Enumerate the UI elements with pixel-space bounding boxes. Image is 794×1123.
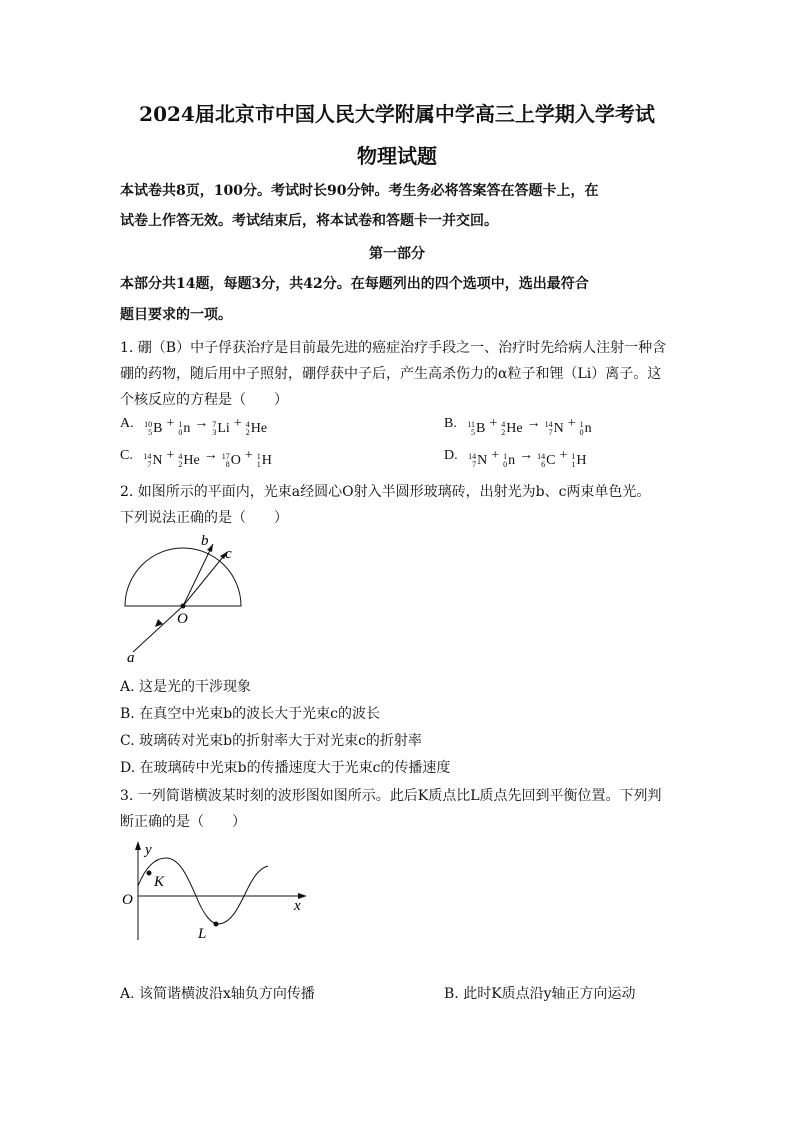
mass-number: 1 bbox=[571, 452, 576, 461]
element-symbol: O bbox=[230, 453, 241, 468]
element-symbol: N bbox=[477, 453, 488, 468]
mass-number: 14 bbox=[468, 452, 477, 461]
element-symbol: n bbox=[508, 453, 516, 468]
atomic-number: 7 bbox=[548, 428, 553, 437]
q3-line-2: 断正确的是（ ） bbox=[120, 814, 246, 830]
nuclide bbox=[144, 421, 162, 437]
element-symbol: He bbox=[506, 421, 523, 436]
center-point bbox=[181, 604, 186, 609]
nuclide bbox=[571, 453, 586, 469]
element-symbol: H bbox=[576, 453, 587, 468]
equation-operator: + bbox=[559, 448, 568, 463]
q1-option-c[interactable] bbox=[120, 448, 273, 469]
atomic-number: 5 bbox=[148, 428, 153, 437]
nuclide bbox=[468, 453, 487, 469]
label-o: O bbox=[122, 892, 133, 908]
nuclide bbox=[580, 421, 592, 437]
option-label: A. bbox=[120, 416, 138, 431]
nuclide bbox=[178, 453, 199, 469]
option-label: C. bbox=[120, 448, 137, 463]
label-o: O bbox=[177, 611, 188, 627]
label-k: K bbox=[154, 874, 165, 890]
atomic-number: 8 bbox=[225, 460, 230, 469]
mass-number: 11 bbox=[467, 420, 476, 429]
element-symbol: H bbox=[261, 453, 272, 468]
equation-operator: + bbox=[489, 416, 498, 431]
nuclide bbox=[257, 453, 272, 469]
label-l: L bbox=[198, 926, 207, 942]
mass-number: 1 bbox=[503, 452, 508, 461]
mass-number: 7 bbox=[212, 420, 217, 429]
atomic-number: 2 bbox=[178, 460, 183, 469]
equation-operator: + bbox=[166, 416, 175, 431]
equation-operator: → bbox=[203, 448, 218, 463]
q1-option-d[interactable] bbox=[444, 448, 588, 469]
mass-number: 14 bbox=[537, 452, 546, 461]
q1-option-b[interactable] bbox=[444, 416, 593, 437]
q1-line-2: 硼的药物，随后用中子照射，硼俘获中子后，产生高杀伤力的α粒子和锂（Li）离子。这 bbox=[120, 366, 662, 382]
atomic-number: 2 bbox=[245, 428, 250, 437]
ray-a bbox=[133, 606, 183, 652]
atomic-number: 0 bbox=[178, 428, 183, 437]
mass-number: 10 bbox=[144, 420, 153, 429]
atomic-number: 5 bbox=[471, 428, 476, 437]
y-axis-arrow bbox=[135, 841, 141, 850]
mass-number: 14 bbox=[143, 452, 152, 461]
atomic-number: 7 bbox=[147, 460, 152, 469]
q2-option-b[interactable]: B. 在真空中光束b的波长大于光束c的波长 bbox=[120, 706, 380, 722]
intro-line-1: 本试卷共8页，100分。考试时长90分钟。考生务必将答案答在答题卡上，在 bbox=[120, 183, 599, 199]
element-symbol: B bbox=[476, 421, 486, 436]
element-symbol: n bbox=[584, 421, 592, 436]
nuclide bbox=[246, 421, 267, 437]
option-label: D. bbox=[444, 448, 462, 463]
label-c: c bbox=[225, 546, 232, 562]
point-l bbox=[214, 922, 219, 927]
q2-line-2: 下列说法正确的是（ ） bbox=[120, 510, 288, 526]
nuclide bbox=[222, 453, 241, 469]
q2-option-d[interactable]: D. 在玻璃砖中光束b的传播速度大于光束c的传播速度 bbox=[120, 760, 451, 776]
exam-subtitle: 物理试题 bbox=[357, 144, 437, 168]
equation-operator: → bbox=[519, 448, 534, 463]
nuclide bbox=[467, 421, 485, 437]
mass-number: 17 bbox=[221, 452, 230, 461]
label-y: y bbox=[145, 842, 152, 858]
nuclide bbox=[212, 421, 229, 437]
q3-line-1: 3. 一列简谐横波某时刻的波形图如图所示。此后K质点比L质点先回到平衡位置。下列判 bbox=[120, 788, 662, 804]
element-symbol: C bbox=[546, 453, 556, 468]
mass-number: 4 bbox=[178, 452, 183, 461]
mass-number: 1 bbox=[579, 420, 584, 429]
q2-option-a[interactable]: A. 这是光的干涉现象 bbox=[120, 679, 252, 695]
equation-operator: → bbox=[526, 416, 541, 431]
part-desc-1: 本部分共14题，每题3分，共42分。在每题列出的四个选项中，选出最符合 bbox=[120, 276, 589, 292]
part-desc-2: 题目要求的一项。 bbox=[120, 307, 232, 323]
equation-operator: + bbox=[567, 416, 576, 431]
atomic-number: 0 bbox=[503, 460, 508, 469]
nuclide bbox=[537, 453, 555, 469]
label-x: x bbox=[294, 898, 301, 914]
atomic-number: 7 bbox=[472, 460, 477, 469]
element-symbol: B bbox=[153, 421, 163, 436]
equation-operator: + bbox=[166, 448, 175, 463]
nuclide bbox=[501, 421, 522, 437]
nuclide bbox=[143, 453, 162, 469]
label-a: a bbox=[127, 650, 135, 666]
q3-option-b[interactable]: B. 此时K质点沿y轴正方向运动 bbox=[444, 986, 636, 1002]
element-symbol: n bbox=[183, 421, 191, 436]
atomic-number: 6 bbox=[541, 460, 546, 469]
equation-operator: + bbox=[233, 416, 242, 431]
nuclide bbox=[178, 421, 190, 437]
exam-title: 2024届北京市中国人民大学附属中学高三上学期入学考试 bbox=[139, 102, 655, 126]
q1-line-1: 1. 硼（B）中子俘获治疗是目前最先进的癌症治疗手段之一、治疗时先给病人注射一种含 bbox=[120, 340, 667, 356]
label-b: b bbox=[201, 533, 209, 549]
equation-operator: + bbox=[244, 448, 253, 463]
intro-line-2: 试卷上作答无效。考试结束后，将本试卷和答题卡一并交回。 bbox=[120, 213, 498, 229]
wave-curve bbox=[138, 858, 268, 924]
q2-semicircle-figure bbox=[115, 530, 250, 670]
nuclide bbox=[503, 453, 515, 469]
element-symbol: He bbox=[183, 453, 200, 468]
q1-line-3: 个核反应的方程是（ ） bbox=[120, 392, 288, 408]
mass-number: 1 bbox=[178, 420, 183, 429]
atomic-number: 0 bbox=[579, 428, 584, 437]
option-label: B. bbox=[444, 416, 461, 431]
element-symbol: N bbox=[152, 453, 163, 468]
mass-number: 4 bbox=[501, 420, 506, 429]
q2-line-1: 2. 如图所示的平面内，光束a经圆心O射入半圆形玻璃砖，出射光为b、c两束单色光。 bbox=[120, 484, 651, 500]
atomic-number: 1 bbox=[256, 460, 261, 469]
point-k bbox=[147, 871, 152, 876]
element-symbol: Li bbox=[217, 421, 230, 436]
mass-number: 4 bbox=[245, 420, 250, 429]
atomic-number: 1 bbox=[571, 460, 576, 469]
element-symbol: He bbox=[250, 421, 268, 436]
q1-option-a[interactable] bbox=[120, 416, 268, 437]
element-symbol: N bbox=[553, 421, 564, 436]
equation-operator: → bbox=[194, 416, 209, 431]
atomic-number: 2 bbox=[501, 428, 506, 437]
q2-option-c[interactable]: C. 玻璃砖对光束b的折射率大于对光束c的折射率 bbox=[120, 733, 422, 749]
q3-wave-figure bbox=[118, 838, 318, 948]
q3-option-a[interactable]: A. 该简谐横波沿x轴负方向传播 bbox=[120, 986, 315, 1002]
nuclide bbox=[545, 421, 564, 437]
mass-number: 1 bbox=[256, 452, 261, 461]
equation-operator: + bbox=[491, 448, 500, 463]
atomic-number: 3 bbox=[212, 428, 217, 437]
part-title: 第一部分 bbox=[369, 246, 425, 262]
mass-number: 14 bbox=[544, 420, 553, 429]
